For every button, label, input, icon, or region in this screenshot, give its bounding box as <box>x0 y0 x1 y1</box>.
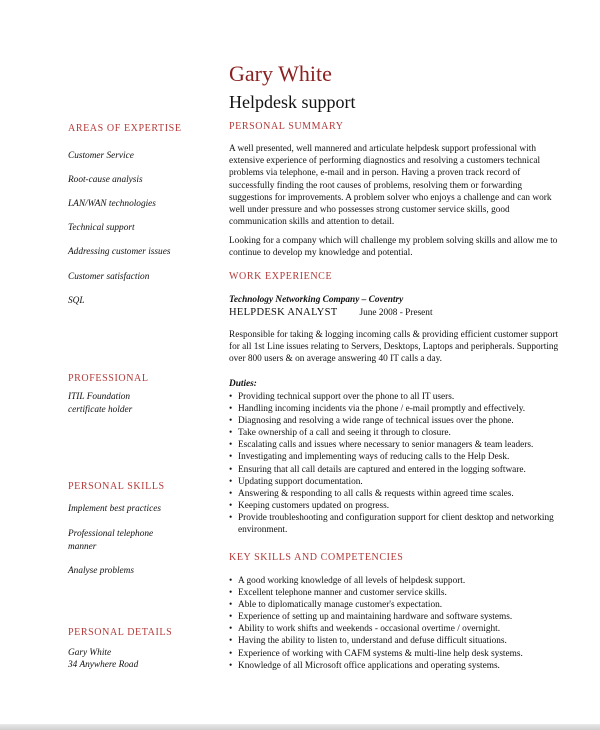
list-item: • Experience of setting up and maintaining hardware and software systems. <box>229 611 559 623</box>
expertise-item: Addressing customer issues <box>68 247 171 257</box>
skill-item: Professional telephone manner <box>68 529 154 552</box>
key-skills-list <box>229 575 559 672</box>
skill-item: Analyse problems <box>68 566 135 576</box>
expertise-item: LAN/WAN technologies <box>68 199 156 209</box>
personal-skills-heading: PERSONAL SKILLS <box>68 481 165 492</box>
key-skills-heading: KEY SKILLS AND COMPETENCIES <box>229 552 404 563</box>
professional-heading: PROFESSIONAL <box>68 373 149 384</box>
expertise-item: SQL <box>68 296 85 306</box>
candidate-role: Helpdesk support <box>229 92 356 112</box>
job-line <box>229 307 433 318</box>
details-item: Gary White <box>68 648 112 658</box>
list-item: • Having the ability to listen to, understand and defuse difficult situations. <box>229 635 559 647</box>
list-item: • Updating support documentation. <box>229 476 559 488</box>
list-item: • Providing technical support over the phone to all IT users. <box>229 391 559 403</box>
list-item: • Answering & responding to all calls & requests within agreed time scales. <box>229 488 559 500</box>
areas-of-expertise-heading: AREAS OF EXPERTISE <box>68 123 182 134</box>
list-item: • Excellent telephone manner and customer service skills. <box>229 587 559 599</box>
list-item: • Able to diplomatically manage customer's expectation. <box>229 599 559 611</box>
personal-details-heading: PERSONAL DETAILS <box>68 627 173 638</box>
candidate-name: Gary White <box>229 61 332 86</box>
summary-paragraph-2: Looking for a company which will challenge my problem solving skills and allow me to continue to develop my knowledge and potential. <box>229 236 558 259</box>
summary-paragraph: A well presented, well mannered and articulate helpdesk support professional with extensive experience of performing diagnostics and resolving a customers technical problems via telephone, e-mail and in person. Having a proven track record of successfully finding the root causes of problems, resolving them or forwarding suggestions for improvements. A problem solver who enjoys a challenge and can work well under pressure and who possesses strong customer service skills, good communication skills and attention to detail. <box>229 144 552 228</box>
list-item: • Investigating and implementing ways of reducing calls to the Help Desk. <box>229 451 559 463</box>
duties-list <box>229 391 559 536</box>
list-item: • Take ownership of a call and seeing it through to closure. <box>229 427 559 439</box>
job-description: Responsible for taking & logging incoming calls & providing efficient customer support for all 1st Line issues relating to Servers, Desktops, Laptops and peripherals. Supporting over 800 users & on average answering 40 IT calls a day. <box>229 330 559 365</box>
duties-label: Duties: <box>229 379 257 389</box>
list-item: • Ensuring that all call details are captured and entered in the logging software. <box>229 464 559 476</box>
list-item: • Handling incoming incidents via the phone / e-mail promptly and effectively. <box>229 403 559 415</box>
list-item: • Escalating calls and issues where necessary to senior managers & team leaders. <box>229 439 559 451</box>
expertise-item: Customer Service <box>68 151 134 161</box>
expertise-item: Technical support <box>68 223 135 233</box>
list-item: • Knowledge of all Microsoft office applications and operating systems. <box>229 660 559 672</box>
job-title: HELPDESK ANALYST <box>229 307 338 318</box>
job-dates: June 2008 - Present <box>359 308 433 318</box>
personal-summary-heading: PERSONAL SUMMARY <box>229 121 344 132</box>
work-experience-heading: WORK EXPERIENCE <box>229 271 333 282</box>
list-item: • Keeping customers updated on progress. <box>229 500 559 512</box>
details-item: 34 Anywhere Road <box>68 660 139 670</box>
list-item: • A good working knowledge of all levels of helpdesk support. <box>229 575 559 587</box>
page-bottom-edge <box>0 724 600 730</box>
list-item: • Provide troubleshooting and configuration support for client desktop and networking environment. <box>229 512 559 536</box>
expertise-item: Customer satisfaction <box>68 272 150 282</box>
list-item: • Experience of working with CAFM systems & multi-line help desk systems. <box>229 648 559 660</box>
list-item: • Diagnosing and resolving a wide range of technical issues over the phone. <box>229 415 559 427</box>
expertise-item: Root-cause analysis <box>68 175 143 185</box>
professional-item: ITIL Foundation certificate holder <box>68 392 133 415</box>
company-name: Technology Networking Company – Coventry <box>229 295 404 305</box>
skill-item: Implement best practices <box>68 504 161 514</box>
list-item: • Ability to work shifts and weekends - occasional overtime / overnight. <box>229 623 559 635</box>
